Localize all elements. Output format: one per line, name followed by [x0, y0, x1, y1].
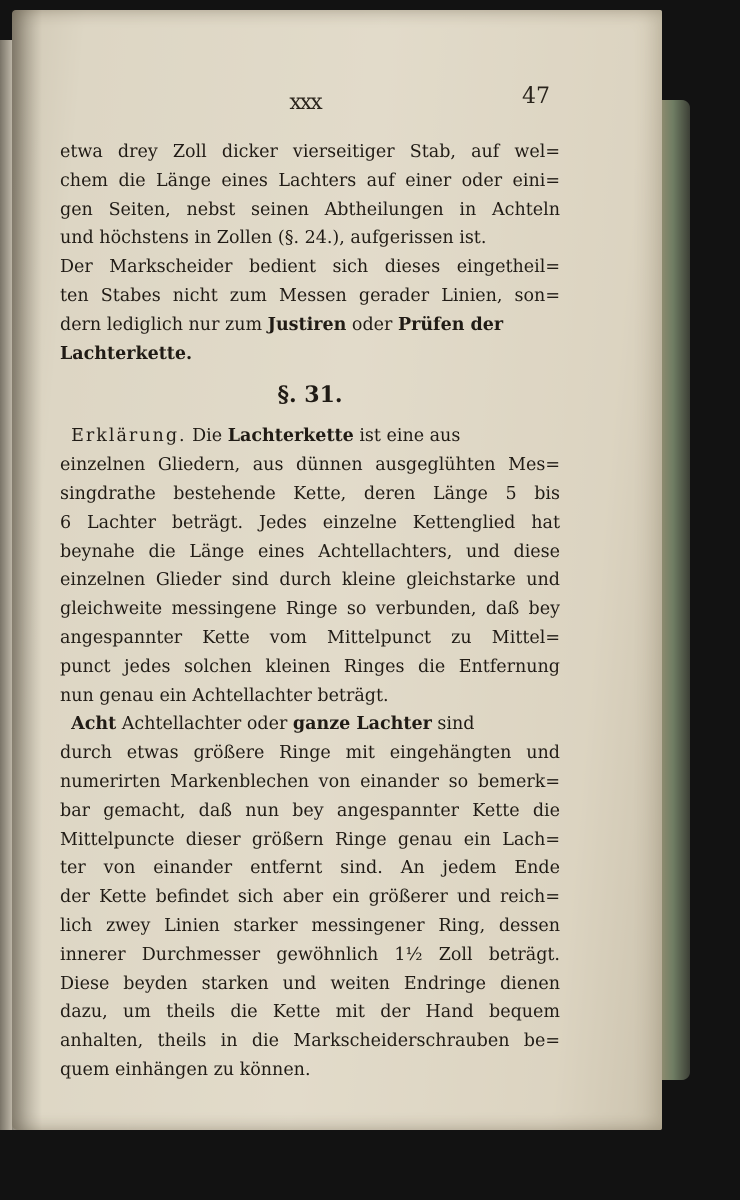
- text-line: dazu, um theils die Kette mit der Hand bequem: [60, 1002, 560, 1023]
- section-heading: §. 31.: [277, 382, 343, 409]
- book-page: [12, 10, 662, 1130]
- text-line: 6 Lachter beträgt. Jedes einzelne Kettenglied hat: [60, 512, 560, 533]
- text-line: angespannter Kette vom Mittelpunct zu Mittel=: [60, 627, 560, 648]
- text-line: Diese beyden starken und weiten Endringe dienen: [60, 973, 560, 994]
- text-line: einzelnen Gliedern, aus dünnen ausgeglühten Mes=: [60, 455, 560, 476]
- text-line: gleichweite messingene Ringe so verbunden, daß bey: [60, 599, 560, 620]
- text-line: lich zwey Linien starker messingener Ring, dessen: [60, 915, 560, 936]
- definition-label: Erklärung.: [71, 426, 187, 447]
- text-line: durch etwas größere Ringe mit eingehängten und: [60, 743, 560, 764]
- text-run: dern lediglich nur zum: [60, 314, 268, 335]
- term-lachterkette: Lachterkette: [227, 426, 354, 447]
- text-line: punct jedes solchen kleinen Ringes die Entfernung: [60, 656, 560, 677]
- text-line: [60, 710, 560, 739]
- text-line: der Kette befindet sich aber ein größerer und reich=: [60, 887, 560, 908]
- text-line: Mittelpuncte dieser größern Ringe genau ein Lach=: [60, 829, 560, 850]
- text-line: etwa drey Zoll dicker vierseitiger Stab, auf wel=: [60, 142, 560, 162]
- text-line: singdrathe bestehende Kette, deren Länge 5 bis: [60, 483, 560, 504]
- text-line: ter von einander entfernt sind. An jedem Ende: [60, 858, 560, 879]
- term-ganze-lachter: ganze Lachter: [292, 714, 432, 735]
- text-line: anhalten, theils in die Markscheiderschrauben be=: [60, 1031, 560, 1052]
- text-line: Der Markscheider bedient sich dieses eingetheil=: [60, 257, 560, 278]
- text-line: numerirten Markenblechen von einander so bemerk=: [60, 771, 560, 792]
- text-line: [60, 422, 560, 451]
- emphasis-justiren: Justiren: [267, 314, 347, 335]
- text-line: und höchstens in Zollen (§. 24.), aufgerissen ist.: [60, 228, 487, 249]
- text-run: Die: [186, 426, 228, 447]
- header-ornament: xxx: [289, 90, 321, 115]
- text-line: [60, 311, 560, 340]
- page-number: 47: [522, 84, 550, 109]
- text-line: innerer Durchmesser gewöhnlich 1½ Zoll beträgt.: [60, 944, 560, 965]
- text-line: gen Seiten, nebst seinen Abtheilungen in Achteln: [60, 199, 560, 220]
- text-line: beynahe die Länge eines Achtellachters, und diese: [60, 541, 560, 562]
- text-run: Achtellachter oder: [116, 714, 293, 735]
- text-run: sind: [431, 714, 475, 735]
- text-line: chem die Länge eines Lachters auf einer oder eini=: [60, 170, 560, 191]
- text-line: ten Stabes nicht zum Messen gerader Linien, son=: [60, 285, 560, 306]
- emphasis-pruefen: Prüfen der: [397, 314, 504, 335]
- text-run: ist eine aus: [353, 426, 461, 447]
- text-line: quem einhängen zu können.: [60, 1059, 311, 1080]
- text-line: Lachterkette.: [60, 343, 193, 364]
- text-run: oder: [346, 314, 398, 335]
- page-text: [60, 138, 560, 1085]
- text-line: bar gemacht, daß nun bey angespannter Kette die: [60, 800, 560, 821]
- text-line: nun genau ein Achtellachter beträgt.: [60, 685, 389, 706]
- text-line: einzelnen Glieder sind durch kleine gleichstarke und: [60, 570, 560, 591]
- term-acht: Acht: [71, 714, 117, 735]
